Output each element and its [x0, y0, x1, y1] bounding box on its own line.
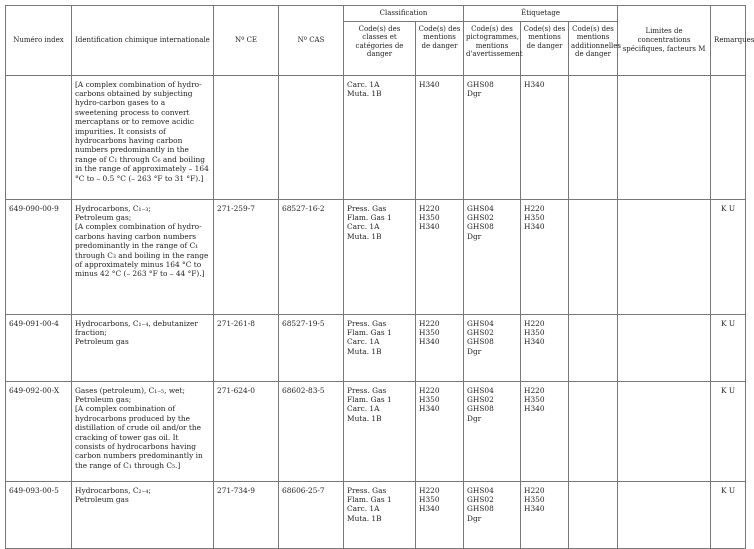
label-statement: H350 — [524, 495, 545, 504]
table-body — [6, 75, 746, 548]
table-row — [6, 314, 746, 381]
hazard-statement: H220 — [419, 385, 440, 395]
cell-limits — [618, 75, 711, 199]
hazard-class: Carc. 1A — [347, 504, 380, 514]
cell-cas-no — [279, 75, 344, 199]
identification-line: Hydrocarbons, C₁₋₄, debutanizer fraction; — [75, 318, 198, 337]
hazard-class: Muta. 1B — [347, 231, 382, 241]
hazard-class: Muta. 1B — [347, 513, 382, 523]
hazard-class: Muta. 1B — [347, 413, 382, 423]
pictogram-code: GHS08 — [467, 222, 494, 232]
header-row-top — [6, 6, 746, 22]
cell-pictograms — [464, 481, 521, 548]
label-statement: H350 — [524, 395, 545, 404]
cell-supplemental — [569, 75, 618, 199]
cell-pictograms — [464, 314, 521, 381]
hazard-statement: H350 — [419, 495, 440, 504]
cell-cas-no: 68527-19-5 — [279, 314, 344, 381]
header-cas-no: Nº CAS — [279, 6, 344, 76]
hazard-class: Press. Gas — [347, 385, 387, 395]
header-concentration-limits: Limites de concentrations spécifiques, facteurs M — [618, 6, 711, 76]
cell-identification — [72, 381, 214, 481]
hazard-classification-table — [5, 5, 754, 549]
pictogram-code: Dgr — [467, 513, 482, 523]
hazard-class: Flam. Gas 1 — [347, 395, 392, 404]
label-statement: H340 — [524, 404, 545, 414]
cell-identification — [72, 481, 214, 548]
label-statement: H340 — [524, 337, 545, 347]
label-statement: H340 — [524, 79, 545, 89]
cell-identification — [72, 199, 214, 314]
identification-line: Petroleum gas — [75, 337, 129, 347]
cell-hazard-classes — [344, 481, 416, 548]
cell-pictograms — [464, 381, 521, 481]
cell-hazard-classes — [344, 381, 416, 481]
hazard-class: Carc. 1A — [347, 79, 380, 89]
cell-index: 649-091-00-4 — [6, 314, 72, 381]
header-ec-no: Nº CE — [214, 6, 279, 76]
hazard-class: Press. Gas — [347, 485, 387, 495]
cell-identification — [72, 314, 214, 381]
pictogram-code: Dgr — [467, 346, 482, 356]
cell-limits — [618, 381, 711, 481]
hazard-statement: H350 — [419, 395, 440, 404]
hazard-statement: H220 — [419, 203, 440, 213]
cell-hazard-statements — [416, 314, 464, 381]
hazard-statement: H340 — [419, 222, 440, 232]
hazard-statement: H340 — [419, 404, 440, 414]
cell-label-statements — [521, 75, 569, 199]
pictogram-code: GHS02 — [467, 395, 494, 404]
hazard-statement: H340 — [419, 504, 440, 514]
table-row — [6, 75, 746, 199]
cell-ec-no: 271-624-0 — [214, 381, 279, 481]
cell-cas-no: 68606-25-7 — [279, 481, 344, 548]
hazard-class: Muta. 1B — [347, 89, 382, 98]
identification-line: Petroleum gas; — [75, 395, 132, 404]
identification-line: Petroleum gas — [75, 495, 129, 504]
header-label-hazard-statement-codes: Code(s) des mentions de danger — [521, 21, 569, 75]
cell-hazard-classes — [344, 314, 416, 381]
table-row — [6, 381, 746, 481]
cell-hazard-classes — [344, 199, 416, 314]
pictogram-code: GHS04 — [467, 318, 494, 328]
cell-index — [6, 75, 72, 199]
hazard-class: Flam. Gas 1 — [347, 495, 392, 504]
cell-hazard-statements — [416, 75, 464, 199]
cell-supplemental — [569, 481, 618, 548]
header-notes: Remarques — [711, 6, 746, 76]
header-index-no: Numéro index — [6, 6, 72, 76]
pictogram-code: GHS08 — [467, 404, 494, 414]
cell-hazard-statements — [416, 381, 464, 481]
hazard-class: Press. Gas — [347, 203, 387, 213]
hazard-class: Muta. 1B — [347, 346, 382, 356]
label-statement: H220 — [524, 385, 545, 395]
cell-pictograms — [464, 199, 521, 314]
cell-hazard-statements — [416, 481, 464, 548]
pictogram-code: GHS02 — [467, 495, 494, 504]
pictogram-code: GHS04 — [467, 203, 494, 213]
cell-cas-no: 68527-16-2 — [279, 199, 344, 314]
hazard-statement: H220 — [419, 318, 440, 328]
label-statement: H350 — [524, 328, 545, 337]
label-statement: H220 — [524, 485, 545, 495]
hazard-class: Carc. 1A — [347, 337, 380, 347]
cell-ec-no: 271-261-8 — [214, 314, 279, 381]
pictogram-code: Dgr — [467, 231, 482, 241]
pictogram-code: Dgr — [467, 89, 482, 98]
cell-supplemental — [569, 314, 618, 381]
cell-label-statements — [521, 381, 569, 481]
cell-cas-no: 68602-83-5 — [279, 381, 344, 481]
identification-line: Petroleum gas; — [75, 213, 132, 222]
cell-label-statements — [521, 314, 569, 381]
cell-index: 649-093-00-5 — [6, 481, 72, 548]
pictogram-code: GHS08 — [467, 79, 494, 89]
cell-ec-no: 271-259-7 — [214, 199, 279, 314]
cell-limits — [618, 314, 711, 381]
pictogram-code: GHS02 — [467, 213, 494, 222]
hazard-class: Carc. 1A — [347, 404, 380, 414]
identification-line: [A complex combination of hydro-carbons obtained by subjecting hydro-carbon gases to a sweetening process to convert mercaptans or to remove acidic impurities. It consists of hydrocarbons having carbon numbers predominantly in the range of C₁ through C₆ and boiling in the range of approximately – 164 °C to – 0.5 °C (– 263 °F to 31 °F).] — [75, 79, 209, 183]
pictogram-code: GHS04 — [467, 485, 494, 495]
table-row — [6, 199, 746, 314]
cell-index: 649-092-00-X — [6, 381, 72, 481]
label-statement: H220 — [524, 318, 545, 328]
regulation-table-page — [5, 5, 754, 549]
hazard-class: Flam. Gas 1 — [347, 213, 392, 222]
cell-index: 649-090-00-9 — [6, 199, 72, 314]
header-chemical-identification: Identification chimique internationale — [72, 6, 214, 76]
cell-identification — [72, 75, 214, 199]
pictogram-code: GHS08 — [467, 337, 494, 347]
cell-limits — [618, 481, 711, 548]
cell-ec-no: 271-734-9 — [214, 481, 279, 548]
label-statement: H340 — [524, 222, 545, 232]
cell-pictograms — [464, 75, 521, 199]
identification-line: Hydrocarbons, C₁₋₃; — [75, 203, 151, 213]
pictogram-code: GHS08 — [467, 504, 494, 514]
cell-notes: K U — [711, 381, 746, 481]
cell-supplemental — [569, 381, 618, 481]
cell-label-statements — [521, 481, 569, 548]
header-hazard-statement-codes: Code(s) des mentions de danger — [416, 21, 464, 75]
hazard-class: Press. Gas — [347, 318, 387, 328]
pictogram-code: GHS02 — [467, 328, 494, 337]
pictogram-code: Dgr — [467, 413, 482, 423]
hazard-statement: H340 — [419, 79, 440, 89]
hazard-class: Flam. Gas 1 — [347, 328, 392, 337]
header-supplemental-hazard-codes: Code(s) des mentions additionnelles de danger — [569, 21, 618, 75]
cell-supplemental — [569, 199, 618, 314]
hazard-statement: H350 — [419, 328, 440, 337]
header-pictogram-codes: Code(s) des pictogrammes, mentions d'avertissement — [464, 21, 521, 75]
hazard-statement: H220 — [419, 485, 440, 495]
cell-ec-no — [214, 75, 279, 199]
label-statement: H340 — [524, 504, 545, 514]
hazard-class: Carc. 1A — [347, 222, 380, 232]
label-statement: H350 — [524, 213, 545, 222]
identification-line: Hydrocarbons, C₂₋₄; — [75, 485, 151, 495]
header-classification: Classification — [344, 6, 464, 22]
cell-notes: K U — [711, 314, 746, 381]
label-statement: H220 — [524, 203, 545, 213]
header-hazard-class-codes: Code(s) des classes et catégories de danger — [344, 21, 416, 75]
cell-hazard-classes — [344, 75, 416, 199]
hazard-statement: H350 — [419, 213, 440, 222]
cell-limits — [618, 199, 711, 314]
identification-line: [A complex combination of hydro-carbons having carbon numbers predominantly in the range of C₁ through C₃ and boiling in the range of approximately minus 164 °C to minus 42 °C (– 263 °F to – 44 °F).] — [75, 222, 209, 279]
cell-notes: K U — [711, 481, 746, 548]
identification-line: [A complex combination of hydrocarbons produced by the distillation of crude oil and/or the cracking of tower gas oil. It consists of hydrocarbons having carbon numbers predominantly in the range of C₁ through C₅.] — [75, 404, 203, 470]
cell-hazard-statements — [416, 199, 464, 314]
cell-notes — [711, 75, 746, 199]
header-labelling: Étiquetage — [464, 6, 618, 22]
cell-label-statements — [521, 199, 569, 314]
pictogram-code: GHS04 — [467, 385, 494, 395]
identification-line: Gases (petroleum), C₁₋₅, wet; — [75, 385, 185, 395]
hazard-statement: H340 — [419, 337, 440, 347]
cell-notes: K U — [711, 199, 746, 314]
table-row — [6, 481, 746, 548]
